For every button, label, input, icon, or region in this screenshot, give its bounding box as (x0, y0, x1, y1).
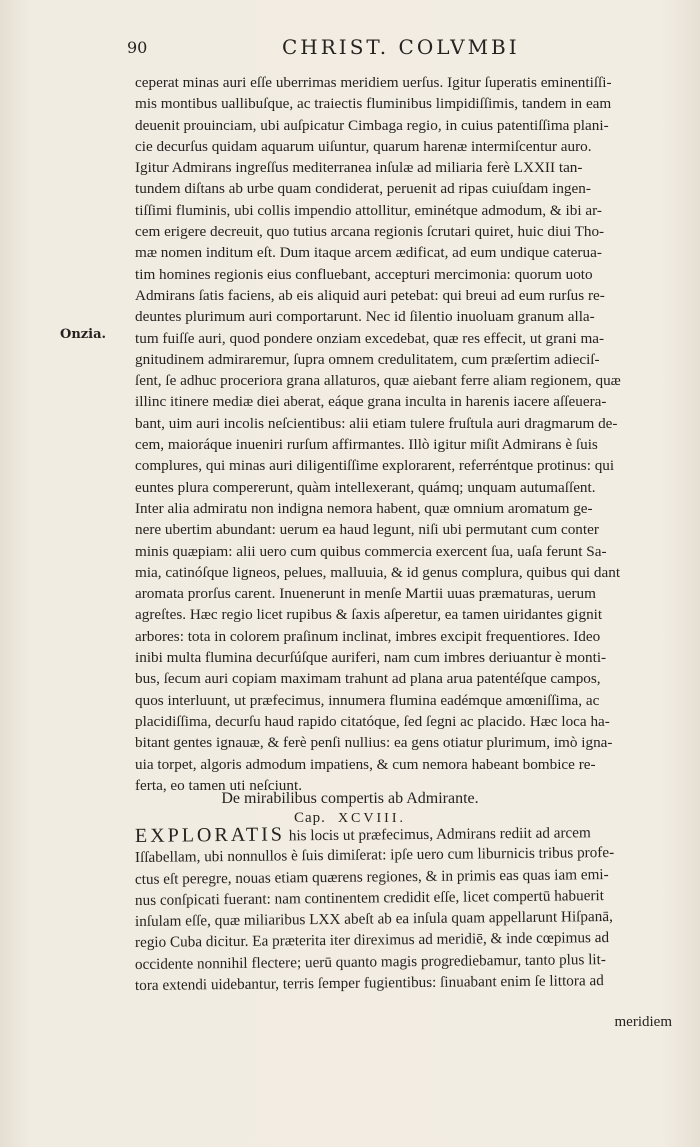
chapter-label: Cap. (294, 810, 326, 826)
text-line: quos interluunt, ut præfecimus, innumera flumina eadémque amœniſſima, ac (135, 691, 600, 709)
text-line: inibi multa flumina decurſúſque auriferi, nam cum imbres deriuantur è monti- (135, 649, 607, 667)
text-line: illinc itinere mediæ diei aberat, eáque grana inculta in harenis iacere aſſeuera- (135, 393, 607, 411)
text-line: cem erigere decreuit, quo tutius arcana regionis ſcrutari quiret, huic diui Tho- (135, 223, 605, 241)
text-line: deuenit prouinciam, ubi auſpicatur Cimbaga regio, in cuius patentiſſima plani- (135, 116, 609, 134)
text-line: euntes plura compererunt, quàm intellexerant, quámq; unquam autumaſſent. (135, 478, 596, 496)
text-line: inſulam eſſe, quæ miliaribus LXX abeſt ab ea inſula quam appellarunt Hiſpanā, (134, 908, 613, 931)
text-line: mis montibus uallibuſque, ac traiectis fluminibus limpidiſſimis, tandem in eam (135, 95, 612, 113)
text-line: minis quæpiam: alii uero cum quibus commercia exercent ſua, uaſa ferunt Sa- (135, 542, 607, 560)
text-line: mæ nomen inditum eſt. Dum itaque arcem ædificat, ad eum undique caterua- (135, 244, 602, 262)
text-line: tiſſimi fluminis, ubi collis impendio attollitur, eminétque admodum, & ibi ar- (135, 201, 602, 219)
section-title: De mirabilibus compertis ab Admirante. (221, 790, 479, 807)
text-line: occidente nonnihil flectere; uerū quanto magis progrediebamur, tanto plus lit- (134, 950, 606, 973)
text-line: regio Cuba dicitur. Ea præterita iter direximus ad meridiē, & inde cœpimus ad (134, 929, 610, 952)
text-line: cem, maioráque inueniri rurſum affirmantes. Illò igitur miſit Admirans è ſuis (135, 436, 598, 454)
page-header (0, 35, 700, 64)
text-line: ferta, eo tamen uti neſciunt. (135, 776, 302, 794)
page-number: 90 (127, 38, 148, 57)
text-line: bant, uim auri incolis neſcientibus: alii etiam tulere fruſtula auri dragmarum de- (135, 414, 618, 432)
text-line: tundem diſtans ab urbe quam condiderat, peruenit ad ripas cuiuſdam ingen- (135, 180, 591, 198)
text-line: tim homines regionis eius confluebant, accepturi mercimonia: quorum uoto (135, 265, 593, 283)
text-line: nus conſpicati fuerant: nam continentem credidit eſſe, licet compertū habuerit (134, 886, 605, 909)
text-line: Inter alia admiratu non indigna nemora habent, quæ omnium aromatum ge- (135, 499, 593, 517)
margin-note: Onzia. (60, 327, 107, 342)
text-line: nere ubertim abundant: uerum ea haud legunt, niſi ubi permutant cum conter (135, 521, 599, 539)
text-line: complures, qui minas auri diligentiſſime explorarent, referréntque protinus: qui (135, 457, 615, 475)
text-line: Admirans ſatis faciens, ab eis aliquid auri petebat: qui breui ad eum rurſus re- (135, 286, 605, 304)
text-line: mia, catinóſque ligneos, pelues, malluuia, & id genus complura, quibus qui dant (135, 563, 621, 581)
text-line: agreſtes. Hæc regio licet rupibus & ſaxis aſperetur, ea tamen uiridantes gignit (135, 606, 603, 624)
text-line: tum fuiſſe auri, quod pondere onziam excedebat, quæ res effecit, ut grani ma- (135, 329, 605, 347)
text-line: ſent, ſe adhuc proceriora grana allaturos, quæ aiebant ferre aliam regionem, quæ (135, 372, 621, 390)
text-line: arbores: tota in colorem praſinum inclinat, imbres excipit frequentiores. Ideo (135, 627, 601, 645)
text-line: placidiſſima, decurſu haud rapido citatóque, ſed ſegni ac placido. Hæc loca ha- (135, 712, 610, 730)
text-line: deuntes plurimum auri comportarunt. Nec id ſilentio inuoluam granum alla- (135, 308, 595, 326)
catchword: meridiem (614, 1014, 672, 1030)
lead-word: EXPLORATIS (134, 823, 286, 847)
text-line: Igitur Admirans ingreſſus mediterranea inſulæ ad miliaria ferè LXXII tan- (135, 159, 583, 177)
text-line: Iſſabellam, ubi nonnullos è ſuis dimiſerat: ipſe uero cum liburnicis tribus profe- (134, 844, 615, 867)
text-line: ceperat minas auri eſſe uberrimas meridiem uerſus. Igitur ſuperatis eminentiſſi- (135, 74, 612, 91)
body-text (135, 72, 673, 796)
text-line: tora extendi uidebantur, terris ſemper fugientibus: ſinuabant enim ſe littora ad (134, 972, 604, 995)
chapter-number: XCVIII. (337, 811, 406, 826)
text-line: aromata prorſus carent. Inuenerunt in menſe Martii uuas præmaturas, uerum (135, 585, 596, 603)
first-line-rest: his locis ut præfecimus, Admirans rediit ad arcem (284, 824, 591, 845)
running-head: CHRIST. COLVMBI (282, 35, 520, 59)
text-line: bitant gentes ignauæ, & ferè penſi nullius: ea gens otiatur plurimum, imò igna- (135, 734, 613, 752)
text-line: ctus eſt peregre, nouas etiam quærens regiones, & in primis eas quas iam emi- (134, 865, 609, 888)
text-line: gnitudinem admiraremur, ſupra omnem credulitatem, cum præſertim adieciſ- (135, 350, 600, 368)
text-line: bus, ſecum auri copiam maximam trahunt ad plana arua patentéſque campos, (135, 670, 601, 688)
text-line: uia torpet, algoris admodum impatiens, & cum nemora habeant bombice re- (135, 755, 596, 773)
chapter-text (134, 823, 673, 996)
text-line: cie decurſus quidam aquarum uiſuntur, quarum harenæ intermiſcentur auro. (135, 137, 592, 155)
